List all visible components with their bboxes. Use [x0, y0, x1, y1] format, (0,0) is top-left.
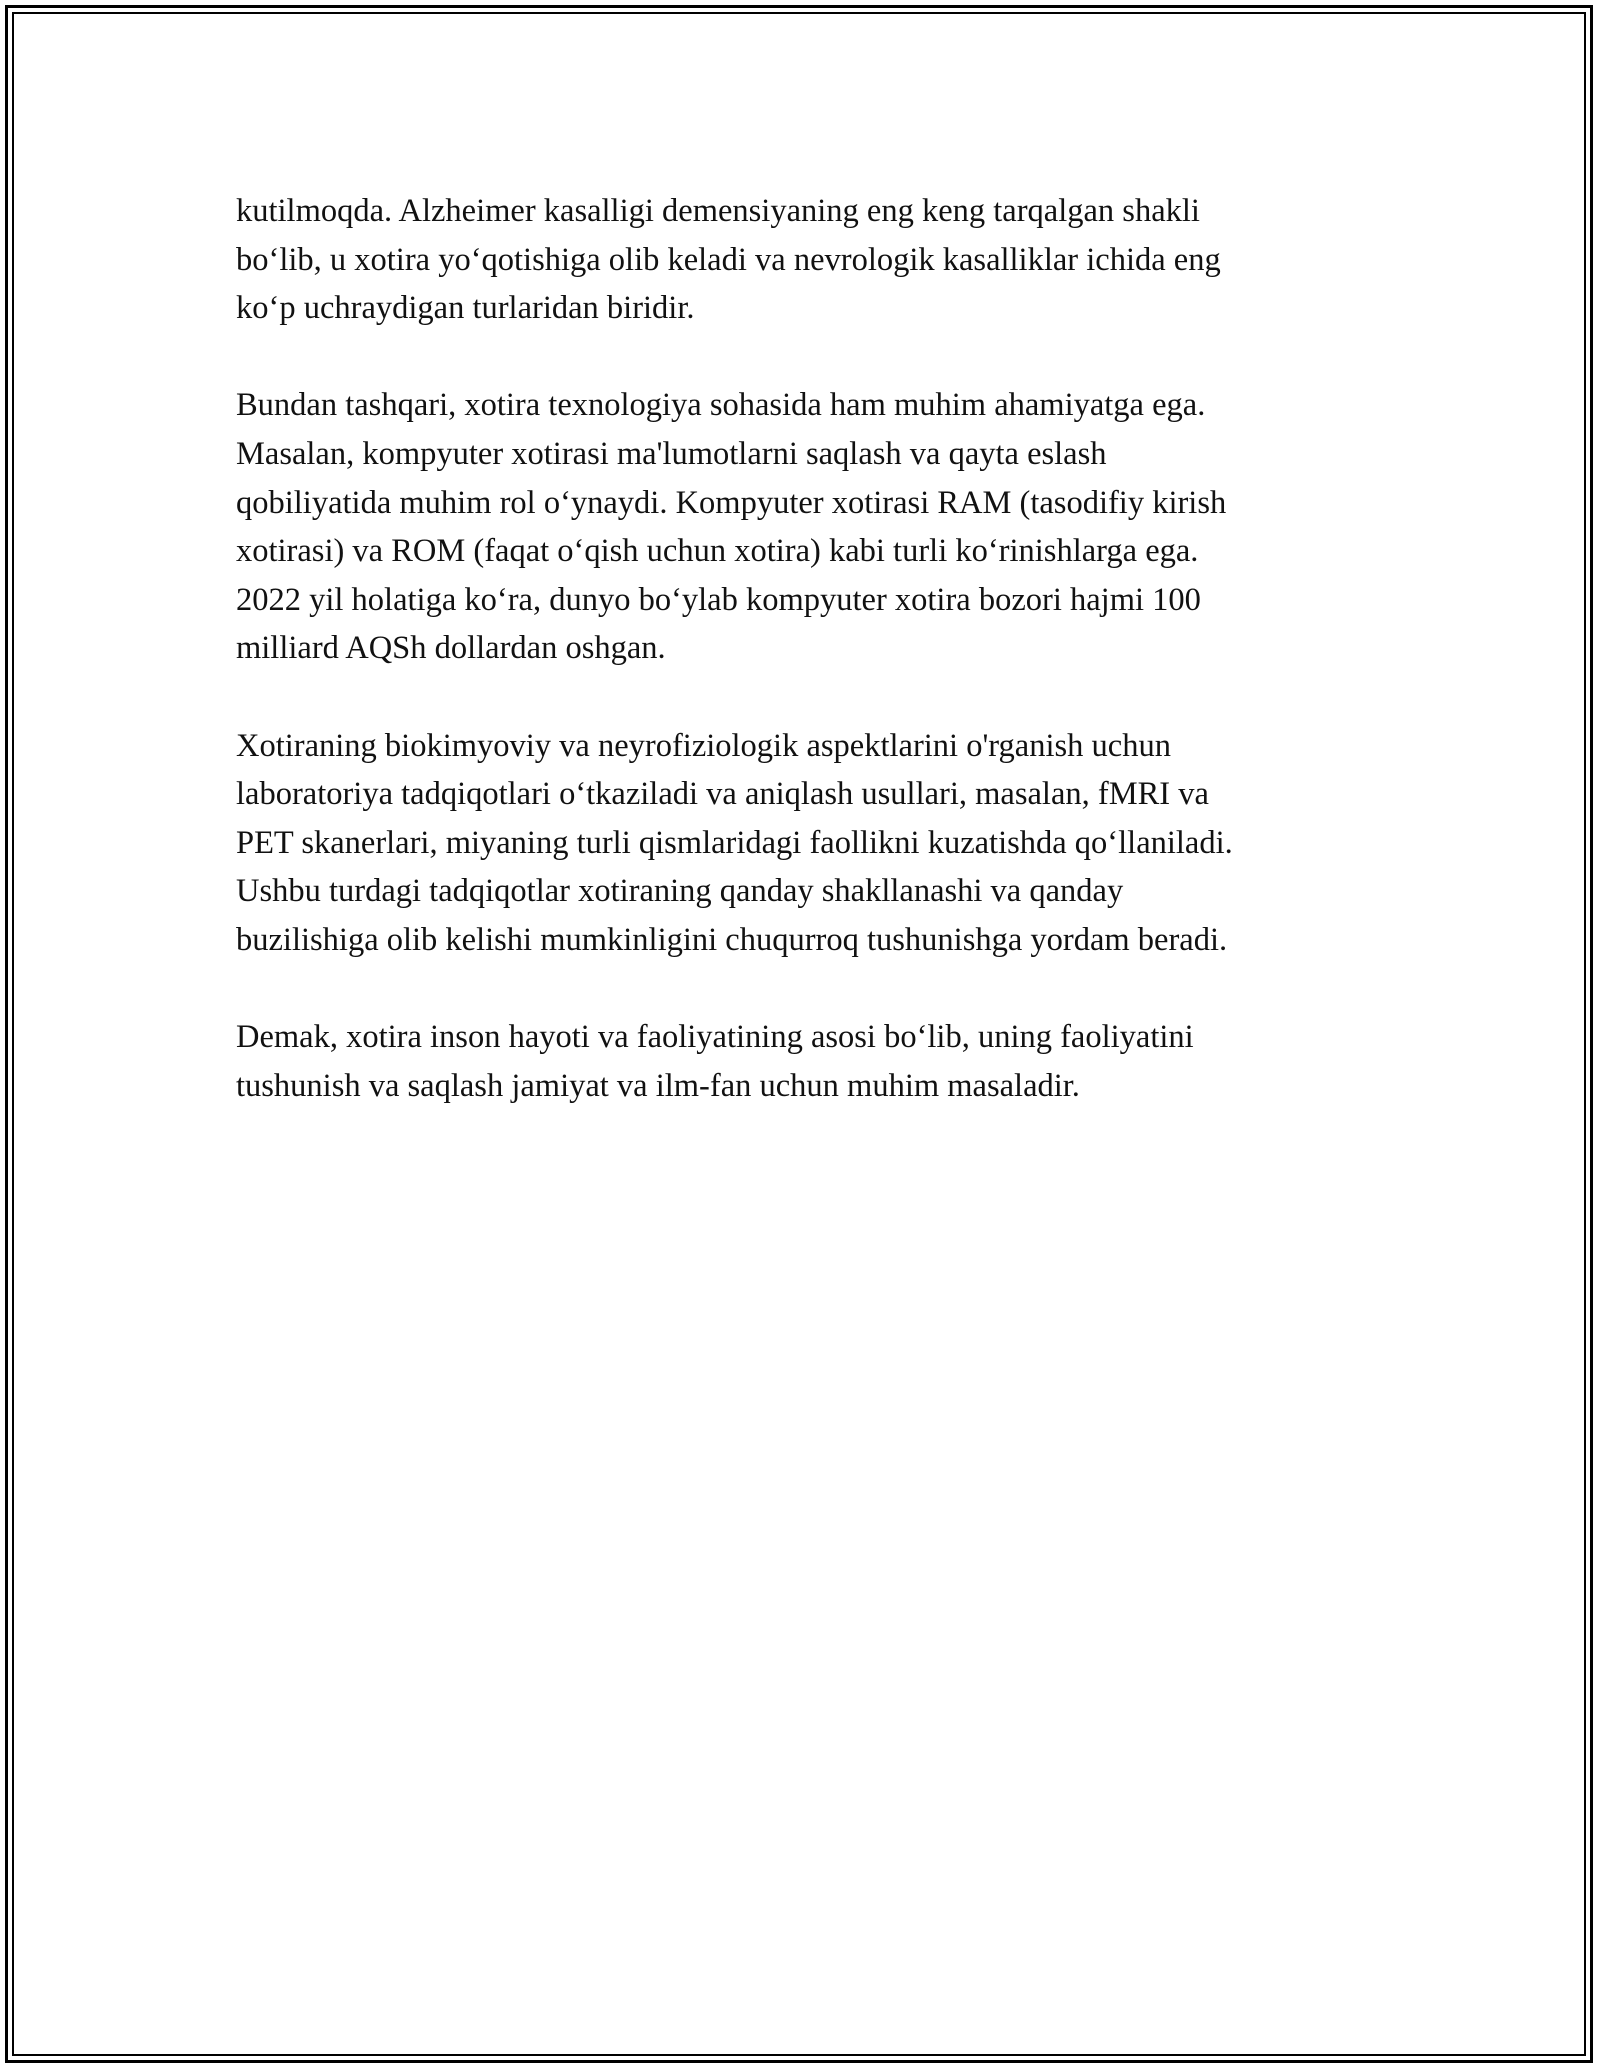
document-body	[236, 187, 1386, 1159]
paragraph-conclusion: Demak, xotira inson hayoti va faoliyatining asosi boʻlib, uning faoliyatini tushunish va saqlash jamiyat va ilm-fan uchun muhim masaladir.	[236, 1019, 1194, 1104]
paragraph-research-methods: Xotiraning biokimyoviy va neyrofiziologik aspektlarini o'rganish uchun laboratoriya tadqiqotlari oʻtkaziladi va aniqlash usullari, masalan, fMRI va PET skanerlari, miyaning turli qismlaridagi faollikni kuzatishda qoʻllaniladi. Ushbu turdagi tadqiqotlar xotiraning qanday shakllanashi va qanday buzilishiga olib kelishi mumkinligini chuqurroq tushunishga yordam beradi.	[236, 727, 1233, 958]
paragraph-computer-memory: Bundan tashqari, xotira texnologiya sohasida ham muhim ahamiyatga ega. Masalan, kompyuter xotirasi ma'lumotlarni saqlash va qayta eslash qobiliyatida muhim rol oʻynaydi. Kompyuter xotirasi RAM (tasodifiy kirish xotirasi) va ROM (faqat oʻqish uchun xotira) kabi turli koʻrinishlarga ega. 2022 yil holatiga koʻra, dunyo boʻylab kompyuter xotira bozori hajmi 100 milliard AQSh dollardan oshgan.	[236, 387, 1227, 667]
paragraph-alzheimer: kutilmoqda. Alzheimer kasalligi demensiyaning eng keng tarqalgan shakli boʻlib, u xotira yoʻqotishiga olib keladi va nevrologik kasalliklar ichida eng koʻp uchraydigan turlaridan biridir.	[236, 193, 1221, 327]
